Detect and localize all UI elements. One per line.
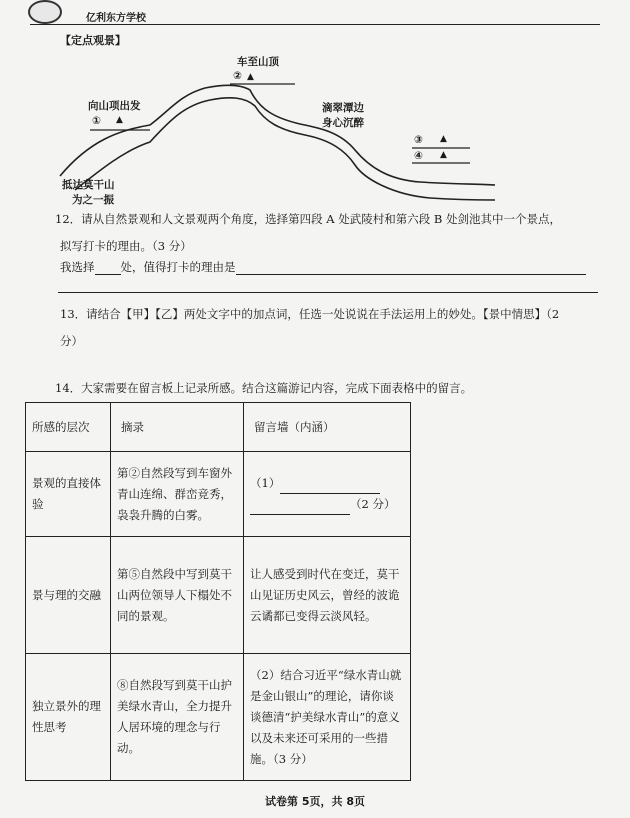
mountain-outline-lower (75, 98, 495, 200)
table-header-comment: 留言墙（内涵） (244, 403, 411, 452)
comment-blank-1[interactable] (280, 481, 380, 494)
section-label: 【定点观景】 (60, 34, 126, 47)
comment-prefix: （1） (250, 476, 281, 490)
q13-line1: 13．请结合【甲】【乙】两处文字中的加点词，任选一处说说在手法运用上的妙处。【景中情思】（2 (60, 307, 560, 321)
arrive-label-1: 抵达莫干山 (62, 179, 115, 191)
reflection-table (25, 402, 411, 781)
table-row (26, 537, 411, 654)
table-cell-level: 景观的直接体验 (26, 452, 111, 537)
table-cell-comment: 让人感受到时代在变迁，莫干山见证历史风云，曾经的波诡云谲都已变得云淡风轻。 (244, 537, 411, 654)
table-cell-excerpt: ⑧自然段写到莫干山护美绿水青山，全力提升人居环境的理念与行动。 (111, 654, 244, 781)
q12-reason-blank[interactable] (236, 262, 586, 275)
start-marker: ① (92, 115, 101, 127)
q12-reason-text: 处，值得打卡的理由是 (120, 260, 236, 274)
q13-line2: 分） (60, 334, 83, 348)
table-cell-excerpt: 第②自然段写到车窗外青山连绵、群峦竞秀，袅袅升腾的白雾。 (111, 452, 244, 537)
q14-line1: 14．大家需要在留言板上记录所感。结合这篇游记内容，完成下面表格中的留言。 (55, 381, 473, 395)
q12-choice-blank[interactable] (95, 262, 121, 275)
start-label: 向山项出发 (88, 100, 141, 112)
marker-4-triangle-icon: ▲ (440, 150, 447, 160)
table-cell-comment (244, 452, 411, 537)
summit-label: 车至山顶 (237, 56, 279, 68)
table-cell-level: 独立景外的理性思考 (26, 654, 111, 781)
marker-3-triangle-icon: ▲ (440, 134, 447, 144)
school-name: 亿利东方学校 (86, 13, 146, 24)
start-triangle-icon: ▲ (116, 115, 123, 125)
table-header-level: 所感的层次 (26, 403, 111, 452)
table-header-excerpt: 摘录 (111, 403, 244, 452)
summit-marker: ② (233, 70, 242, 82)
q12-answer-line[interactable] (58, 292, 598, 293)
table-cell-excerpt: 第⑤自然段中写到莫干山两位领导人下榻处不同的景观。 (111, 537, 244, 654)
q12-choose-text: 我选择 (60, 260, 95, 274)
page-footer: 试卷第 5页，共 8页 (265, 795, 365, 808)
marker-3: ③ (414, 134, 423, 146)
comment-blank-2[interactable] (250, 502, 350, 515)
summit-triangle-icon: ▲ (247, 72, 254, 82)
pool-label-2: 身心沉醉 (322, 117, 364, 129)
table-cell-level: 景与理的交融 (26, 537, 111, 654)
table-row (26, 452, 411, 537)
arrive-label-2: 为之一振 (72, 194, 114, 206)
table-cell-comment: （2）结合习近平“绿水青山就是金山银山”的理论，请你谈谈德清“护美绿水青山”的意义以及未来还可采用的一些措施。（3 分） (244, 654, 411, 781)
marker-4: ④ (414, 150, 423, 162)
q12-line1: 12．请从自然景观和人文景观两个角度，选择第四段 A 处武陵村和第六段 B 处剑池其中一个景点， (55, 212, 562, 226)
q12-line2: 拟写打卡的理由。（3 分） (60, 239, 192, 253)
table-row (26, 654, 411, 781)
table-header-row (26, 403, 411, 452)
comment-suffix: （2 分） (350, 497, 396, 511)
pool-label-1: 滴翠潭边 (322, 102, 364, 114)
q12-line3 (60, 259, 586, 275)
